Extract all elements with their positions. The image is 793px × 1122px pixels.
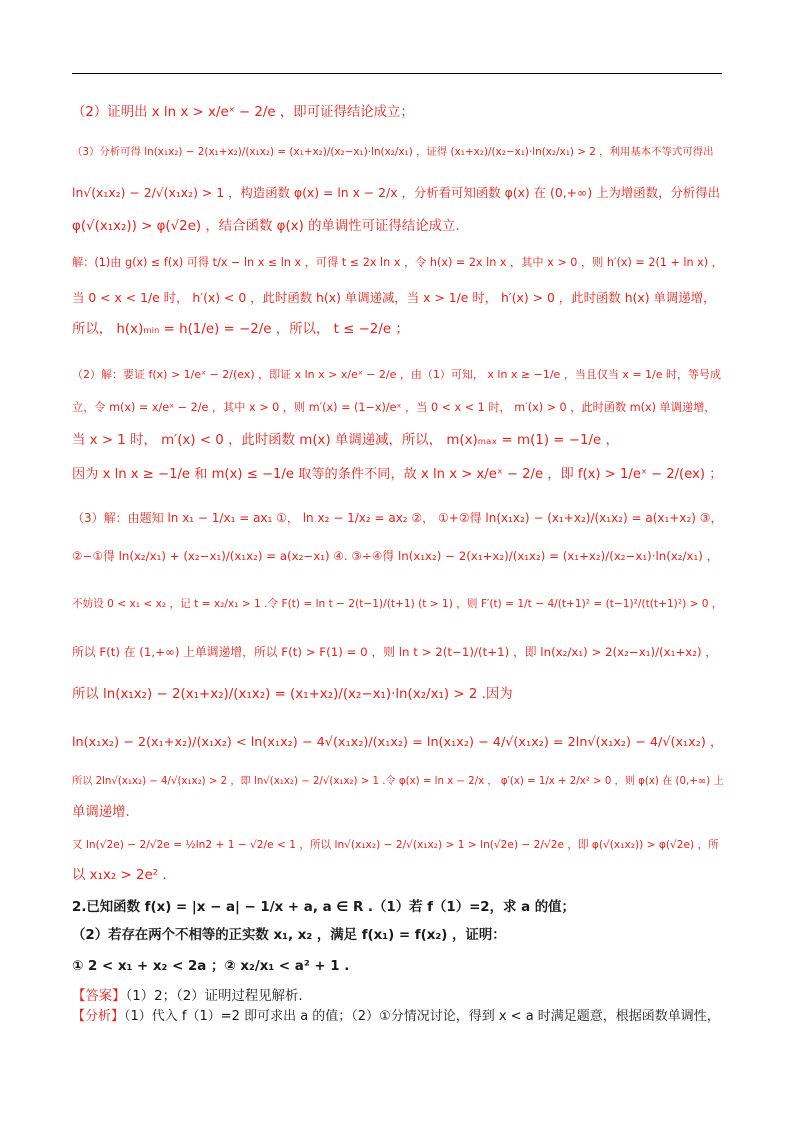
text-line	[72, 289, 724, 307]
line-text: （2）若存在两个不相等的正实数 x₁, x₂ ，满足 f(x₁) = f(x₂) ，证明：	[72, 928, 506, 943]
line-text: （3）分析可得 ln(x₁x₂) − 2(x₁+x₂)/(x₁x₂) = (x₁+x₂)/(x₂−x₁)·ln(x₂/x₁) ，证得 (x₁+x₂)/(x₂−x₁)·ln(x₂/x₁) > 2 ，利用基本不等式可得出	[72, 146, 714, 158]
text-line	[72, 734, 724, 752]
text-line	[72, 254, 724, 272]
text-line	[72, 547, 724, 565]
line-text: ① 2 < x₁ + x₂ < 2a ；② x₂/x₁ < a² + 1 .	[72, 959, 350, 974]
line-text: 又 ln(√2e) − 2/√2e = ½ln2 + 1 − √2/e < 1 ，所以 ln√(x₁x₂) − 2/√(x₁x₂) > 1 > ln(√2e) − 2/√2e ，即 φ(√(x₁x₂)) > φ(√2e) ，所	[72, 839, 719, 851]
text-line	[72, 773, 724, 791]
text-line	[72, 804, 724, 822]
section-tag: 【分析】	[72, 1009, 125, 1024]
text-line	[72, 104, 724, 122]
header-divider	[72, 73, 722, 74]
line-text: （1）2；（2）证明过程见解析.	[125, 989, 303, 1004]
line-text: ln(x₁x₂) − 2(x₁+x₂)/(x₁x₂) < ln(x₁x₂) − 4√(x₁x₂)/(x₁x₂) = ln(x₁x₂) − 4/√(x₁x₂) = 2ln√(x₁x₂) − 4/√(x₁x₂) ，	[72, 735, 723, 750]
line-text: ②−①得 ln(x₂/x₁) + (x₂−x₁)/(x₁x₂) = a(x₂−x₁) ④. ③÷④得 ln(x₁x₂) − 2(x₁+x₂)/(x₁x₂) = (x₁+x₂)/(x₂−x₁)·ln(x₂/x₁) ，	[72, 549, 719, 563]
text-line	[72, 466, 724, 484]
line-text: （2）解：要证 f(x) > 1/eˣ − 2/(ex) ，即证 x ln x > x/eˣ − 2/e ，由（1）可知， x ln x ≥ −1/e ，当且仅当 x = 1/e 时，等号成	[72, 368, 722, 381]
text-line	[72, 595, 724, 613]
line-text: 2.已知函数 f(x) = |x − a| − 1/x + a, a ∈ R .（1）若 f（1）=2，求 a 的值；	[72, 900, 575, 915]
line-text: 因为 x ln x ≥ −1/e 和 m(x) ≤ −1/e 取等的条件不同，故 x ln x > x/eˣ − 2/e ，即 f(x) > 1/eˣ − 2/(ex) ；	[72, 467, 723, 482]
line-text: （1）代入 f（1）=2 即可求出 a 的值；（2）①分情况讨论，得到 x < a 时满足题意，根据函数单调性，	[124, 1009, 720, 1024]
text-line	[72, 366, 724, 384]
text-line	[72, 958, 724, 976]
line-text: 当 x > 1 时， m′(x) < 0 ，此时函数 m(x) 单调递减，所以， m(x)ₘₐₓ = m(1) = −1/e ，	[72, 433, 619, 448]
line-text: 不妨设 0 < x₁ < x₂ ，记 t = x₂/x₁ > 1 .令 F(t) = ln t − 2(t−1)/(t+1) (t > 1) ，则 F′(t) = 1/t − 4/(t+1)² = (t−1)²/(t(t+1)²) > 0 ，	[72, 598, 723, 610]
text-line	[72, 686, 724, 704]
text-line	[72, 399, 724, 417]
line-text: 立，令 m(x) = x/eˣ − 2/e ，其中 x > 0 ，则 m′(x) = (1−x)/eˣ ，当 0 < x < 1 时， m′(x) > 0 ，此时函数 m(x) 单调递增，	[72, 401, 716, 414]
text-line	[72, 432, 724, 450]
text-line	[72, 988, 724, 1006]
text-line	[72, 867, 724, 885]
line-text: （3）解：由题知 ln x₁ − 1/x₁ = ax₁ ①， ln x₂ − 1/x₂ = ax₂ ②， ①+②得 ln(x₁x₂) − (x₁+x₂)/(x₁x₂) = a(x₁+x₂) ③，	[72, 511, 723, 525]
line-text: （2）证明出 x ln x > x/eˣ − 2/e ，即可证得结论成立；	[72, 105, 414, 120]
line-text: 所以 ln(x₁x₂) − 2(x₁+x₂)/(x₁x₂) = (x₁+x₂)/(x₂−x₁)·ln(x₂/x₁) > 2 .因为	[72, 687, 513, 702]
line-text: 单调递增.	[72, 805, 130, 820]
section-tag: 【答案】	[72, 989, 126, 1004]
text-line	[72, 899, 724, 917]
text-line	[72, 321, 724, 339]
text-line	[72, 184, 724, 202]
line-text: 所以 2ln√(x₁x₂) − 4/√(x₁x₂) > 2 ，即 ln√(x₁x₂) − 2/√(x₁x₂) > 1 .令 φ(x) = ln x − 2/x ， φ′(x) = 1/x + 2/x² > 0 ，则 φ(x) 在 (0,+∞) 上	[72, 776, 724, 787]
line-text: ln√(x₁x₂) − 2/√(x₁x₂) > 1 ，构造函数 φ(x) = ln x − 2/x ，分析看可知函数 φ(x) 在 (0,+∞) 上为增函数，分析得出	[72, 185, 721, 200]
text-line	[72, 927, 724, 945]
line-text: φ(√(x₁x₂)) > φ(√2e) ，结合函数 φ(x) 的单调性可证得结论成立.	[72, 219, 460, 234]
line-text: 所以， h(x)ₘᵢₙ = h(1/e) = −2/e ，所以， t ≤ −2/e ；	[72, 322, 409, 337]
line-text: 当 0 < x < 1/e 时， h′(x) < 0 ，此时函数 h(x) 单调递减，当 x > 1/e 时， h′(x) > 0 ，此时函数 h(x) 单调递增，	[72, 290, 716, 305]
text-line	[72, 1008, 724, 1026]
text-line	[72, 218, 724, 236]
line-text: 以 x₁x₂ > 2e² .	[72, 868, 167, 883]
text-line	[72, 643, 724, 661]
text-line	[72, 509, 724, 527]
text-line	[72, 143, 724, 161]
text-line	[72, 836, 724, 854]
line-text: 所以 F(t) 在 (1,+∞) 上单调递增，所以 F(t) > F(1) = 0 ，则 ln t > 2(t−1)/(t+1) ，即 ln(x₂/x₁) > 2(x₂−x₁)/(x₁+x₂) ，	[72, 645, 718, 659]
line-text: 解：(1)由 g(x) ≤ f(x) 可得 t/x − ln x ≤ ln x ，可得 t ≤ 2x ln x ，令 h(x) = 2x ln x ，其中 x > 0 ，则 h′(x) = 2(1 + ln x) ，	[72, 256, 723, 269]
